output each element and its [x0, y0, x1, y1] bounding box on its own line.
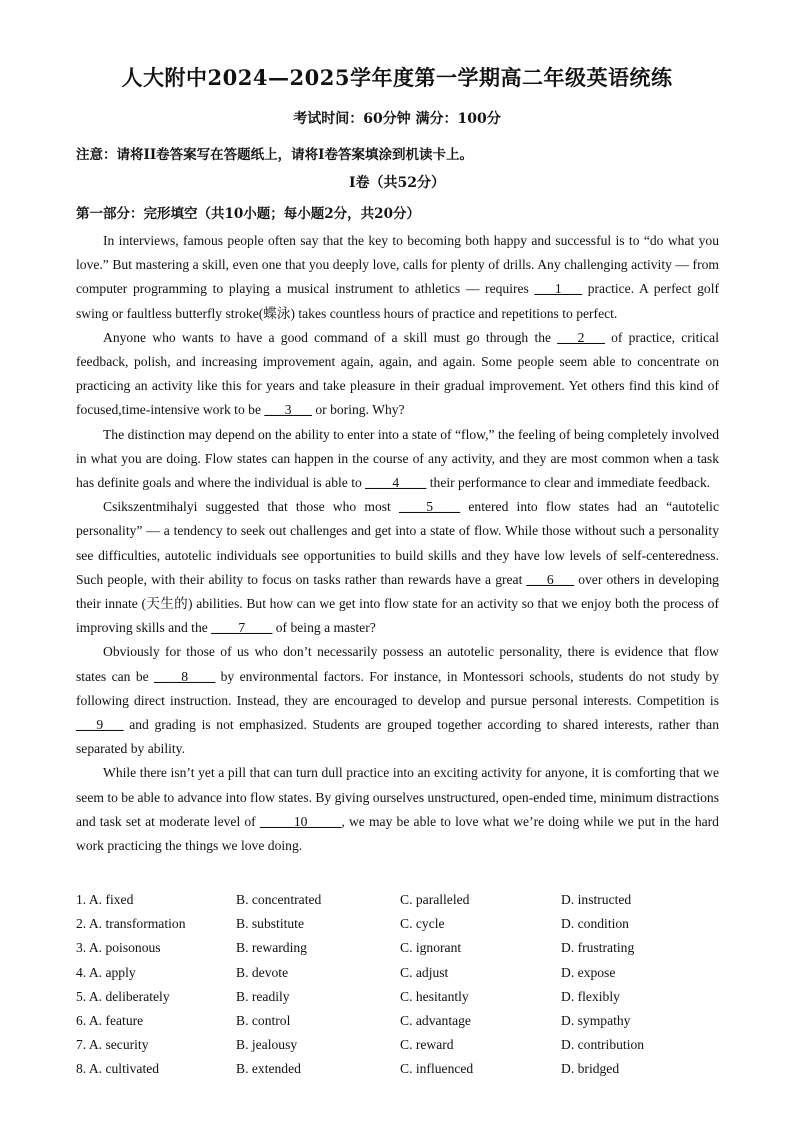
option-b: B. jealousy: [236, 1037, 298, 1053]
option-a: 5. A. deliberately: [76, 988, 170, 1004]
text-span: In interviews, famous people often say that the key to becoming both happy and successful is to “do what you love.” But mastering a skill, even one that you deeply love, calls for plenty of drills. Any challenging activity — from computer programming to playing a musical instrument to athletics — requires: [76, 233, 719, 297]
blank-8: ____8____: [154, 668, 216, 684]
option-row-6: [76, 1009, 719, 1033]
blank-1: ___1___: [534, 281, 583, 297]
option-a: 2. A. transformation: [76, 916, 186, 932]
option-d: D. contribution: [561, 1037, 645, 1053]
option-b: B. devote: [236, 964, 289, 980]
paragraph-6: [76, 761, 719, 858]
blank-7: ____7____: [211, 620, 273, 636]
option-c: C. advantage: [400, 1012, 471, 1028]
option-row-5: [76, 985, 719, 1009]
option-c: C. cycle: [400, 916, 445, 932]
paragraph-4: [76, 495, 719, 640]
page-title: 人大附中2024—2025学年度第一学期高二年级英语统练: [121, 65, 673, 90]
option-d: D. sympathy: [561, 1012, 631, 1028]
option-d: D. bridged: [561, 1061, 620, 1077]
option-row-7: [76, 1033, 719, 1057]
text-span: over others in developing their innate (天生的) abilities. But how can we get into flow state for an activity so that we enjoy both the process of improving skills and the: [76, 571, 719, 636]
text-span: or boring. Why?: [311, 402, 405, 418]
option-d: D. expose: [561, 964, 616, 980]
text-span: Obviously for those of us who don’t necessarily possess an autotelic personality, there is evidence that flow states can be: [76, 644, 719, 684]
option-a: 8. A. cultivated: [76, 1061, 160, 1077]
option-b: B. readily: [236, 988, 290, 1004]
option-row-1: [76, 888, 719, 912]
option-row-4: [76, 961, 719, 985]
paragraph-2: [76, 326, 719, 423]
blank-2: ___2___: [557, 329, 605, 345]
option-a: 1. A. fixed: [76, 892, 134, 907]
option-c: C. paralleled: [400, 892, 470, 907]
section-heading: 第一部分：完形填空（共10小题；每小题2分，共20分）: [76, 206, 420, 222]
option-row-3: [76, 936, 719, 960]
option-row-2: [76, 912, 719, 936]
text-span: entered into flow states had an “autotelic personality” — a tendency to seek out challenges and get into a state of flow. While those without such a personality see difficulties, autotelic individuals see opportunities to build skills and they have low levels of self-centeredness. Such people, with their ability to focus on tasks rather than rewards have a great: [76, 499, 719, 587]
option-row-8: [76, 1057, 719, 1081]
answer-options: [76, 888, 719, 1082]
blank-6: ___6___: [526, 571, 575, 587]
notice-text: 注意：请将II卷答案写在答题纸上，请将I卷答案填涂到机读卡上。: [76, 147, 473, 163]
blank-4: ____4____: [365, 475, 427, 491]
option-b: B. extended: [236, 1061, 301, 1077]
option-d: D. frustrating: [561, 940, 635, 956]
text-span: by environmental factors. For instance, in Montessori schools, students do not study by following direct instruction. Instead, they are encouraged to develop and pursue personal interests. Competition is: [76, 668, 719, 708]
text-span: of practice, critical feedback, polish, and increasing improvement again, again, and again. Some people seem able to concentrate on practicing an activity like this for years and take pleasure in their gradual improvement. Yet others find this kind of focused,time-intensive work to be: [76, 329, 719, 418]
option-b: B. rewarding: [236, 940, 307, 956]
option-d: D. condition: [561, 916, 629, 932]
option-c: C. ignorant: [400, 940, 462, 956]
option-b: B. substitute: [236, 916, 304, 932]
text-span: Anyone who wants to have a good command of a skill must go through the: [103, 329, 558, 345]
blank-10: _____10_____: [259, 813, 342, 829]
text-span: and grading is not emphasized. Students are grouped together according to shared interests, rather than separated by ability.: [76, 717, 719, 757]
option-c: C. adjust: [400, 964, 449, 980]
paragraph-5: [76, 640, 719, 761]
paragraph-3: [76, 423, 719, 496]
paragraph-1: [76, 229, 719, 326]
option-a: 7. A. security: [76, 1037, 149, 1053]
option-b: B. concentrated: [236, 892, 322, 907]
blank-9: ___9___: [76, 717, 124, 733]
text-span: of being a master?: [272, 620, 376, 636]
option-b: B. control: [236, 1012, 291, 1028]
option-c: C. reward: [400, 1037, 454, 1053]
option-d: D. flexibly: [561, 988, 620, 1004]
exam-info: 考试时间：60分钟 满分：100分: [293, 111, 501, 127]
option-c: C. influenced: [400, 1061, 474, 1077]
option-a: 6. A. feature: [76, 1012, 144, 1028]
option-d: D. instructed: [561, 892, 632, 907]
option-c: C. hesitantly: [400, 988, 469, 1004]
text-span: , we may be able to love what we’re doing while we put in the hard work practicing the things we love doing.: [76, 813, 719, 854]
text-span: Csikszentmihalyi suggested that those who most: [103, 499, 400, 515]
text-span: their performance to clear and immediate feedback.: [426, 475, 711, 491]
option-a: 4. A. apply: [76, 964, 136, 980]
blank-3: ___3___: [264, 402, 312, 418]
text-span: practice. A perfect golf swing or faultless butterfly stroke(蝶泳) takes countless hours of practice and repetitions to perfect.: [76, 281, 719, 321]
cloze-passage: [76, 229, 719, 858]
volume-heading: I卷（共52分）: [348, 175, 446, 191]
blank-5: ____5____: [399, 499, 461, 515]
text-span: The distinction may depend on the ability to enter into a state of “flow,” the feeling of being completely involved in what you are doing. Flow states can happen in the course of any activity, and they are most common when a task has definite goals and where the individual is able to: [76, 426, 719, 491]
text-span: While there isn’t yet a pill that can turn dull practice into an exciting activity for anyone, it is comforting that we seem to be able to advance into flow states. By giving ourselves unstructured, open-ended time, minimum distractions and task set at moderate level of: [76, 765, 719, 829]
option-a: 3. A. poisonous: [76, 940, 161, 956]
